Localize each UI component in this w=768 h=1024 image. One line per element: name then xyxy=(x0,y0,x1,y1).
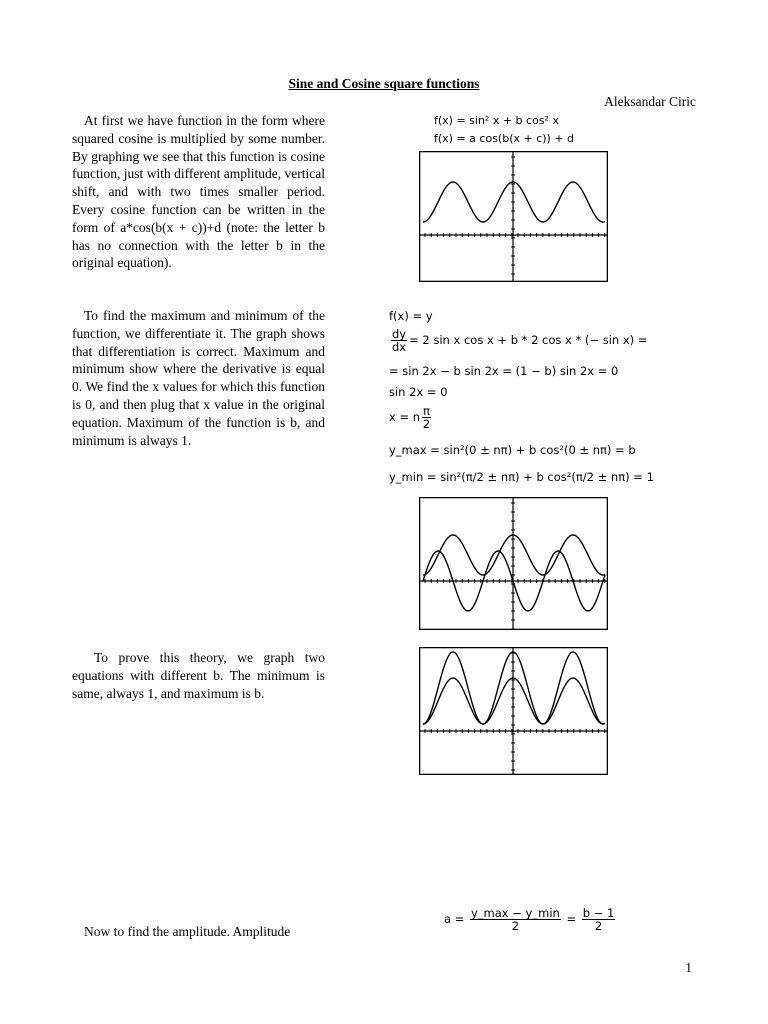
author-name: Aleksandar Ciric xyxy=(604,94,696,109)
amp-numerator: y_max − y_min xyxy=(471,906,560,920)
equation-ymin: y_min = sin²(π/2 ± nπ) + b cos²(π/2 ± nπ) = 1 xyxy=(389,470,654,484)
amp-numerator-2: b − 1 xyxy=(582,906,615,920)
equation-cosine-form: f(x) = a cos(b(x + c)) + d xyxy=(434,132,575,145)
deriv-numerator: dy xyxy=(392,327,407,341)
paragraph-intro: At first we have function in the form where squared cosine is multiplied by some number. By graphing we see that this function is cosine function, just with different amplitude, vertical shift, and with two times smaller period. Every cosine function can be written in the form of a*cos(b(x + c))+d (note: the letter b has no connection with the letter b in the original equation). xyxy=(72,113,325,271)
equation-step3: sin 2x = 0 xyxy=(389,385,448,399)
xsol-pi: π xyxy=(423,404,430,418)
equation-step2: = sin 2x − b sin 2x = (1 − b) sin 2x = 0 xyxy=(389,364,619,378)
paragraph-proof: To prove this theory, we graph two equations with different b. The minimum is same, always 1, and maximum is b. xyxy=(72,650,325,701)
graph-2 xyxy=(419,497,608,630)
page-number: 1 xyxy=(685,960,692,975)
xsol-lhs: x = n xyxy=(389,410,421,424)
equation-x-solution xyxy=(389,405,433,430)
amp-denominator: 2 xyxy=(511,919,520,933)
amp-a: a = xyxy=(444,912,465,926)
paragraph-amplitude: Now to find the amplitude. Amplitude xyxy=(84,924,291,939)
equation-original: f(x) = sin² x + b cos² x xyxy=(434,114,559,127)
equation-ymax: y_max = sin²(0 ± nπ) + b cos²(0 ± nπ) = b xyxy=(389,443,636,457)
equation-fy: f(x) = y xyxy=(389,309,433,323)
graph-3 xyxy=(419,647,608,775)
equation-amplitude xyxy=(444,907,617,932)
deriv-rhs: = 2 sin x cos x + b * 2 cos x * (− sin x) = xyxy=(409,333,648,347)
amp-denominator-2: 2 xyxy=(594,919,603,933)
paragraph-derivative: To find the maximum and minimum of the function, we differentiate it. The graph shows that differentiation is correct. Maximum and minimum show where the derivative is equal 0. We find the x values for which this function is 0, and then plug that x value in the original equation. Maximum of the function is b, and minimum is always 1. xyxy=(72,308,325,448)
amp-equals: = xyxy=(566,912,577,926)
xsol-two: 2 xyxy=(422,417,431,431)
page-title: Sine and Cosine square functions xyxy=(288,76,480,91)
equation-derivative xyxy=(389,328,647,353)
deriv-denominator: dx xyxy=(392,340,407,354)
graph-1 xyxy=(419,151,608,282)
